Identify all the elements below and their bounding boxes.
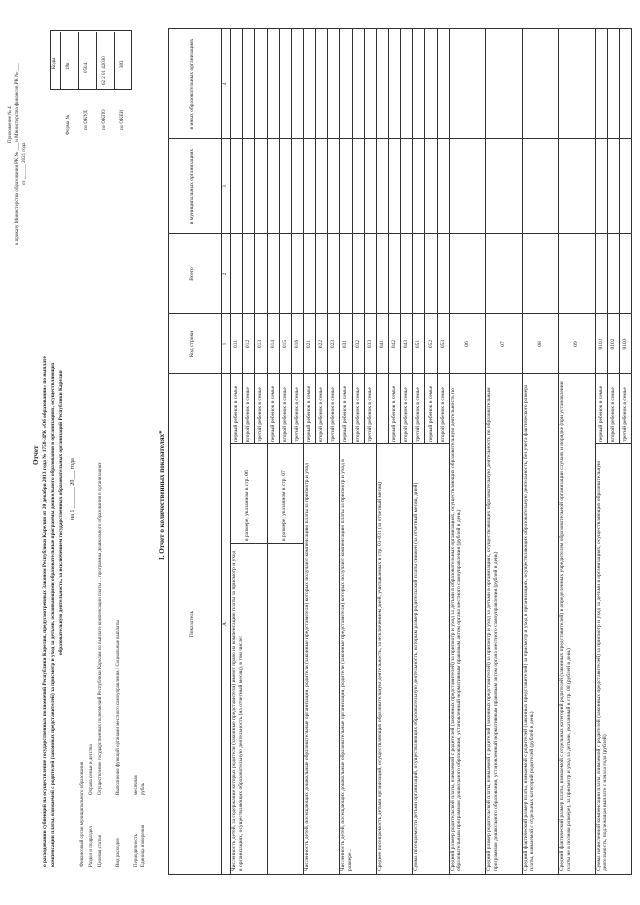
line-label: второй ребенок в семье (403, 387, 410, 442)
indicator-text: Численность детей, за содержание которых родители (законные представители) имеют право на компенсацию платы за присмотр и уход в организациях, осуществляющих образовательную деятельность (на отчетный месяц), в том числе: (231, 550, 244, 871)
value-cell-total[interactable] (280, 235, 290, 313)
meta-label-expense: Вид расходов (116, 838, 121, 867)
value-cell-muni[interactable] (340, 140, 350, 233)
column-number: 1 (222, 342, 228, 346)
appendix-line-2: к приказу Министерства образования РК № ___ и Министерства финансов РК № ___ (15, 63, 20, 245)
value-cell-other[interactable] (353, 30, 363, 138)
value-cell-total[interactable] (438, 235, 448, 313)
header-code: Код строки (189, 330, 195, 358)
value-cell-other[interactable] (413, 30, 423, 138)
meta-label-finance: Финансовый орган муниципального образования (80, 761, 85, 867)
value-cell-other[interactable] (231, 30, 241, 138)
doc-title-word: Отчет (32, 445, 40, 465)
value-cell-muni[interactable] (304, 140, 314, 233)
report-date-line: на 1 _______ 20___ года (70, 458, 76, 520)
appendix-line-3: от ______ 2021 года (22, 142, 27, 185)
value-cell-total[interactable] (486, 235, 521, 313)
row-code: 022 (318, 339, 325, 349)
indicator-sub: в размере, указанном в стр. 07 (280, 470, 287, 541)
row-code: 031 (342, 339, 349, 349)
line-label: первый ребенок в семье (427, 385, 434, 442)
value-cell-total[interactable] (596, 235, 606, 313)
value-cell-total[interactable] (377, 235, 387, 313)
row-code: 0102 (609, 338, 616, 350)
row-code: 011 (233, 339, 240, 349)
line-label: второй ребенок в семье (281, 387, 288, 442)
row-code: 08 (536, 341, 543, 347)
okei-value: 383 (120, 60, 125, 68)
value-cell-muni[interactable] (401, 140, 411, 233)
value-cell-other[interactable] (280, 30, 290, 138)
row-code: 021 (306, 339, 312, 349)
value-cell-total[interactable] (413, 235, 423, 313)
indicator-text: Среднее посещаемость детьми организаций, осуществляющих образовательную деятельность, за исключением дней, учитываемых в стр. 01-031 (за отчетный месяц) (376, 481, 383, 871)
value-cell-total[interactable] (523, 235, 558, 313)
indicator-text: Численность детей, посещающих дошкольные образовательные организации, родители (законные представители) которых получают компенсацию платы за присмотр и уход (303, 463, 310, 871)
column-number: 3 (222, 185, 228, 188)
line-label: третий ребенок в семье (366, 387, 373, 442)
okei-label: по ОКЕИ (120, 109, 125, 130)
line-label: второй ребенок в семье (439, 387, 446, 442)
row-code: 013 (257, 339, 264, 349)
value-cell-other[interactable] (450, 30, 485, 138)
line-label: первый ребенок в семье (342, 385, 349, 442)
doc-title-line-3: образовательную деятельность, за исключением государственных образовательных организаций Республики Карелия (58, 370, 64, 655)
value-cell-total[interactable] (268, 235, 278, 313)
meta-value-unit: рубль (141, 782, 146, 795)
value-cell-muni[interactable] (353, 140, 363, 233)
line-label: первый ребенок в семье (269, 385, 276, 442)
line-label: третий ребенок в семье (257, 387, 264, 442)
value-cell-muni[interactable] (596, 140, 606, 233)
value-cell-other[interactable] (559, 30, 594, 138)
row-code: 043 (403, 339, 410, 349)
value-cell-other[interactable] (401, 30, 411, 138)
line-label: второй ребенок в семье (609, 387, 616, 442)
meta-label-unit: Единица измерения (141, 824, 146, 867)
line-label: первый ребенок в семье (306, 385, 312, 442)
value-cell-other[interactable] (620, 30, 630, 138)
value-cell-total[interactable] (450, 235, 485, 313)
value-cell-total[interactable] (559, 235, 594, 313)
value-cell-muni[interactable] (450, 140, 485, 233)
value-cell-muni[interactable] (328, 140, 338, 233)
value-cell-total[interactable] (292, 235, 302, 313)
indicator-text: Сумма посещаемости детьми организаций, осуществляющих образовательную деятельность, которым размер родительской платы снижен (за отчетный месяц, дней) (413, 482, 420, 871)
value-cell-muni[interactable] (316, 140, 326, 233)
value-cell-muni[interactable] (438, 140, 448, 233)
line-label: второй ребенок в семье (354, 387, 361, 442)
value-cell-other[interactable] (608, 30, 618, 138)
row-code: 0103 (621, 338, 628, 350)
row-code: 023 (330, 339, 337, 349)
value-cell-other[interactable] (268, 30, 278, 138)
value-cell-other[interactable] (596, 30, 606, 138)
value-cell-muni[interactable] (365, 140, 375, 233)
value-cell-muni[interactable] (292, 140, 302, 233)
quantitative-indicators-table (168, 28, 632, 875)
indicator-text: Средний размер родительской платы, взимаемой с родителей (законных представителей) за присмотр и уход за детьми в организациях, осуществляющих образовательную деятельность по образовательным программам дошкольного образования, установленный нормативным правовым актом органа местного самоуправления (рублей в день) (486, 387, 499, 871)
value-cell-other[interactable] (316, 30, 326, 138)
header-total: Всего (189, 267, 195, 281)
row-code: 041 (378, 339, 385, 349)
value-cell-other[interactable] (255, 30, 265, 138)
row-code: 0101 (597, 338, 604, 350)
line-label: первый ребенок в семье (597, 385, 604, 442)
meta-value-section: Охрана семьи и детства (89, 744, 94, 795)
line-label: первый ребенок в семье (233, 385, 240, 442)
form-value: 18к (66, 62, 71, 70)
value-cell-muni[interactable] (377, 140, 387, 233)
row-code: 012 (245, 339, 252, 349)
value-cell-other[interactable] (389, 30, 399, 138)
value-cell-muni[interactable] (255, 140, 265, 233)
row-code: 053 (439, 339, 446, 349)
row-code: 032 (354, 339, 361, 349)
indicator-text: Средний фактический размер платы, взимаемой с родителей (законных представителей) за присмотр и уход в организациях, осуществляющих образовательную деятельность, без учета фактического размера платы, взимаемой с отдельных категорий родителей (рублей в день) (522, 384, 536, 871)
column-number: 4 (222, 82, 228, 86)
value-cell-total[interactable] (304, 235, 314, 313)
value-cell-total[interactable] (255, 235, 265, 313)
value-cell-total[interactable] (389, 235, 399, 313)
value-cell-other[interactable] (243, 30, 253, 138)
line-label: второй ребенок в семье (245, 387, 252, 442)
row-code: 016 (293, 339, 300, 349)
value-cell-total[interactable] (353, 235, 363, 313)
meta-value-period: месячная (134, 775, 139, 795)
value-cell-muni[interactable] (620, 140, 630, 233)
row-code: 07 (500, 341, 507, 347)
row-code: 042 (391, 339, 397, 349)
row-code: 033 (366, 339, 373, 349)
row-code: 051 (415, 339, 422, 349)
okpo-value: 62 2 01 42030 (102, 56, 107, 85)
value-cell-other[interactable] (340, 30, 350, 138)
section-title: I. Отчет о количественных показателях* (158, 430, 166, 560)
form-label: Форма № (66, 114, 71, 135)
line-label: третий ребенок в семье (330, 387, 337, 442)
meta-value-target: Осуществление государственных полномочий Республики Карелия по выплате компенсации платы ... программы дошкольного образования в организациях (98, 462, 103, 795)
value-cell-total[interactable] (340, 235, 350, 313)
value-cell-total[interactable] (425, 235, 435, 313)
row-code: 09 (573, 341, 580, 347)
value-cell-muni[interactable] (486, 140, 521, 233)
okpo-label: по ОКПО (102, 109, 107, 130)
indicator-sub: в размере, указанном в стр. 06 (244, 470, 251, 541)
line-label: третий ребенок в семье (621, 387, 628, 442)
meta-label-target: Целевая статья (98, 835, 103, 867)
meta-label-period: Периодичность (134, 833, 139, 867)
value-cell-total[interactable] (243, 235, 253, 313)
meta-value-expense: Выполнение функций органами местного самоуправления / Социальные выплаты (116, 620, 121, 795)
value-cell-muni[interactable] (559, 140, 594, 233)
value-cell-other[interactable] (523, 30, 558, 138)
codes-header: Коды (52, 57, 57, 69)
column-number: 2 (222, 272, 228, 276)
okud-label: по ОКУД (84, 110, 89, 130)
value-cell-other[interactable] (425, 30, 435, 138)
meta-label-section: Раздел и подраздел (89, 826, 94, 867)
line-label: второй ребенок в семье (318, 387, 325, 442)
value-cell-muni[interactable] (231, 140, 241, 233)
row-code: 014 (269, 339, 276, 349)
doc-title-line-1: о расходовании субвенций на осуществление государственных полномочий Республики Карелия, предусмотренных Законом Республики Карелия от 20 декабря 2013 года № 1758-ЗРК «Об образовании» по выплате (42, 356, 48, 867)
value-cell-muni[interactable] (389, 140, 399, 233)
doc-title-line-2: компенсации платы, взимаемой с родителей (законных представителей) за присмотр и уход за детьми, осваивающими образовательные программы дошкольного образования в организациях, осуществляющих (50, 362, 56, 867)
indicator-text: Средний размер родительской платы, взимаемой с родителей (законных представителей) за присмотр и уход за детьми в образовательных организациях, осуществляющих образовательную деятельность по образовательным программам дошкольного образования, установленный нормативным правовым актом органа местного самоуправления (рублей в день) (449, 388, 463, 871)
value-cell-other[interactable] (328, 30, 338, 138)
value-cell-muni[interactable] (523, 140, 558, 233)
appendix-line-1: Приложение № 4 (8, 106, 13, 143)
column-number: A (222, 622, 228, 626)
header-municipal: в муниципальных организациях (189, 148, 195, 225)
value-cell-total[interactable] (365, 235, 375, 313)
value-cell-total[interactable] (401, 235, 411, 313)
value-cell-muni[interactable] (413, 140, 423, 233)
line-label: третий ребенок в семье (415, 387, 422, 442)
indicator-text: Средний фактический размер платы, взимаемой с отдельных категорий родителей (законных представителей) в определенных учредителем образовательной организации случаях и порядке (при установлении платы не в полном размере), за присмотр и уход за детьми, указанный в стр. 08 (рублей в день) (559, 381, 572, 871)
row-code: 015 (281, 339, 288, 349)
value-cell-muni[interactable] (243, 140, 253, 233)
okud-value: 0504 (84, 63, 89, 73)
value-cell-muni[interactable] (268, 140, 278, 233)
value-cell-total[interactable] (620, 235, 630, 313)
value-cell-muni[interactable] (608, 140, 618, 233)
value-cell-other[interactable] (304, 30, 314, 138)
value-cell-other[interactable] (486, 30, 521, 138)
line-label: первый ребенок в семье (391, 385, 397, 442)
value-cell-other[interactable] (292, 30, 302, 138)
value-cell-other[interactable] (365, 30, 375, 138)
value-cell-muni[interactable] (425, 140, 435, 233)
value-cell-total[interactable] (328, 235, 338, 313)
indicator-text: Численность детей, посещающих дошкольные образовательные организации, родители (законные представители) которых получают компенсацию платы за присмотр и уход в размере... (340, 459, 353, 871)
value-cell-total[interactable] (316, 235, 326, 313)
value-cell-other[interactable] (377, 30, 387, 138)
indicator-text: Сумма начисленной компенсации платы, взимаемой с родителей (законных представителей) за присмотр и уход за детьми в организациях, осуществляющих образовательную деятельность, подлежащая выплате с начала года (рублей) (595, 460, 608, 871)
value-cell-muni[interactable] (280, 140, 290, 233)
value-cell-total[interactable] (231, 235, 241, 313)
row-code: 06 (464, 341, 470, 347)
value-cell-other[interactable] (438, 30, 448, 138)
header-indicator: Показатель (189, 610, 195, 638)
value-cell-total[interactable] (608, 235, 618, 313)
header-other: в иных образовательных организациях (189, 38, 195, 130)
line-label: третий ребенок в семье (293, 387, 300, 442)
row-code: 052 (427, 339, 434, 349)
